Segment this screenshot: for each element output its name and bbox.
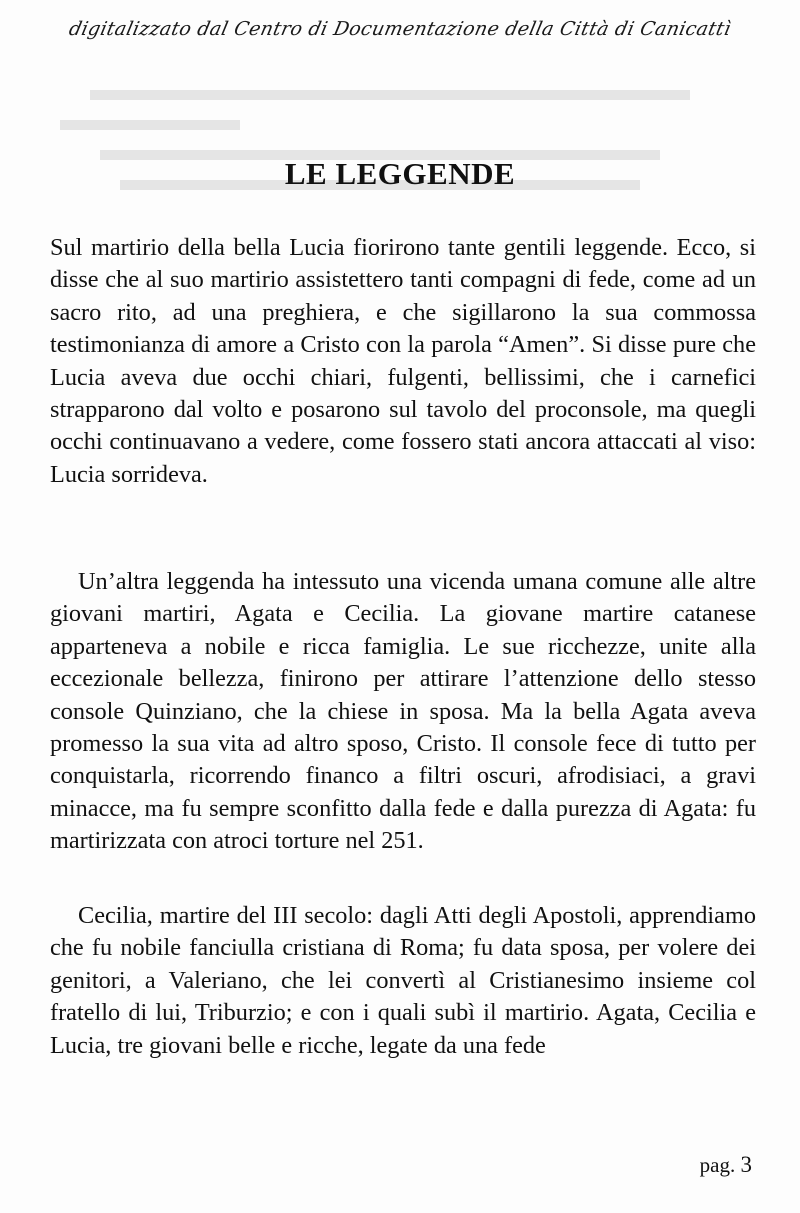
page-label: pag.	[699, 1153, 736, 1177]
paragraph-agata-legend: Un’altra leggenda ha intessuto una vicenda umana comune alle altre giovani martiri, Agata e Cecilia. La giovane martire catanese apparteneva a nobile e ricca famiglia. Le sue ricchezze, unite alla eccezionale bellezza, finirono per attirare l’attenzione dello stesso console Quinziano, che la chiese in sposa. Ma la bella Agata aveva promesso la sua vita ad altro sposo, Cristo. Il console fece di tutto per conquistarla, ricorrendo financo a filtri oscuri, afrodisiaci, a gravi minacce, ma fu sempre sconfitto dalla fede e dalla purezza di Agata: fu martirizzata con atroci torture nel 251.	[50, 568, 756, 855]
digitization-watermark: digitalizzato dal Centro di Documentazione della Città di Canicattì	[67, 18, 733, 40]
paragraph-lucia-legend: Sul martirio della bella Lucia fiorirono tante gentili leggende. Ecco, si disse che al suo martirio assistettero tanti compagni di fede, come ad un sacro rito, ad una preghiera, e che sigillarono la sua commossa testimonianza di amore a Cristo con la parola “Amen”. Si disse pure che Lucia aveva due occhi chiari, fulgenti, bellissimi, che i carnefici strapparono dal volto e posarono sul tavolo del proconsole, ma quegli occhi continuavano a vedere, come fossero stati ancora attaccati al viso: Lucia sorrideva.	[50, 234, 756, 488]
page-title: LE LEGGENDE	[284, 156, 516, 191]
paragraph-cecilia-legend: Cecilia, martire del III secolo: dagli Atti degli Apostoli, apprendiamo che fu nobile fanciulla cristiana di Roma; fu data sposa, per volere dei genitori, a Valeriano, che lei convertì al Cristianesimo insieme col fratello di lui, Triburzio; e con i quali subì il martirio. Agata, Cecilia e Lucia, tre giovani belle e ricche, legate da una fede	[50, 902, 756, 1059]
page-number	[700, 1152, 752, 1178]
page-number-value: 3	[740, 1152, 752, 1177]
